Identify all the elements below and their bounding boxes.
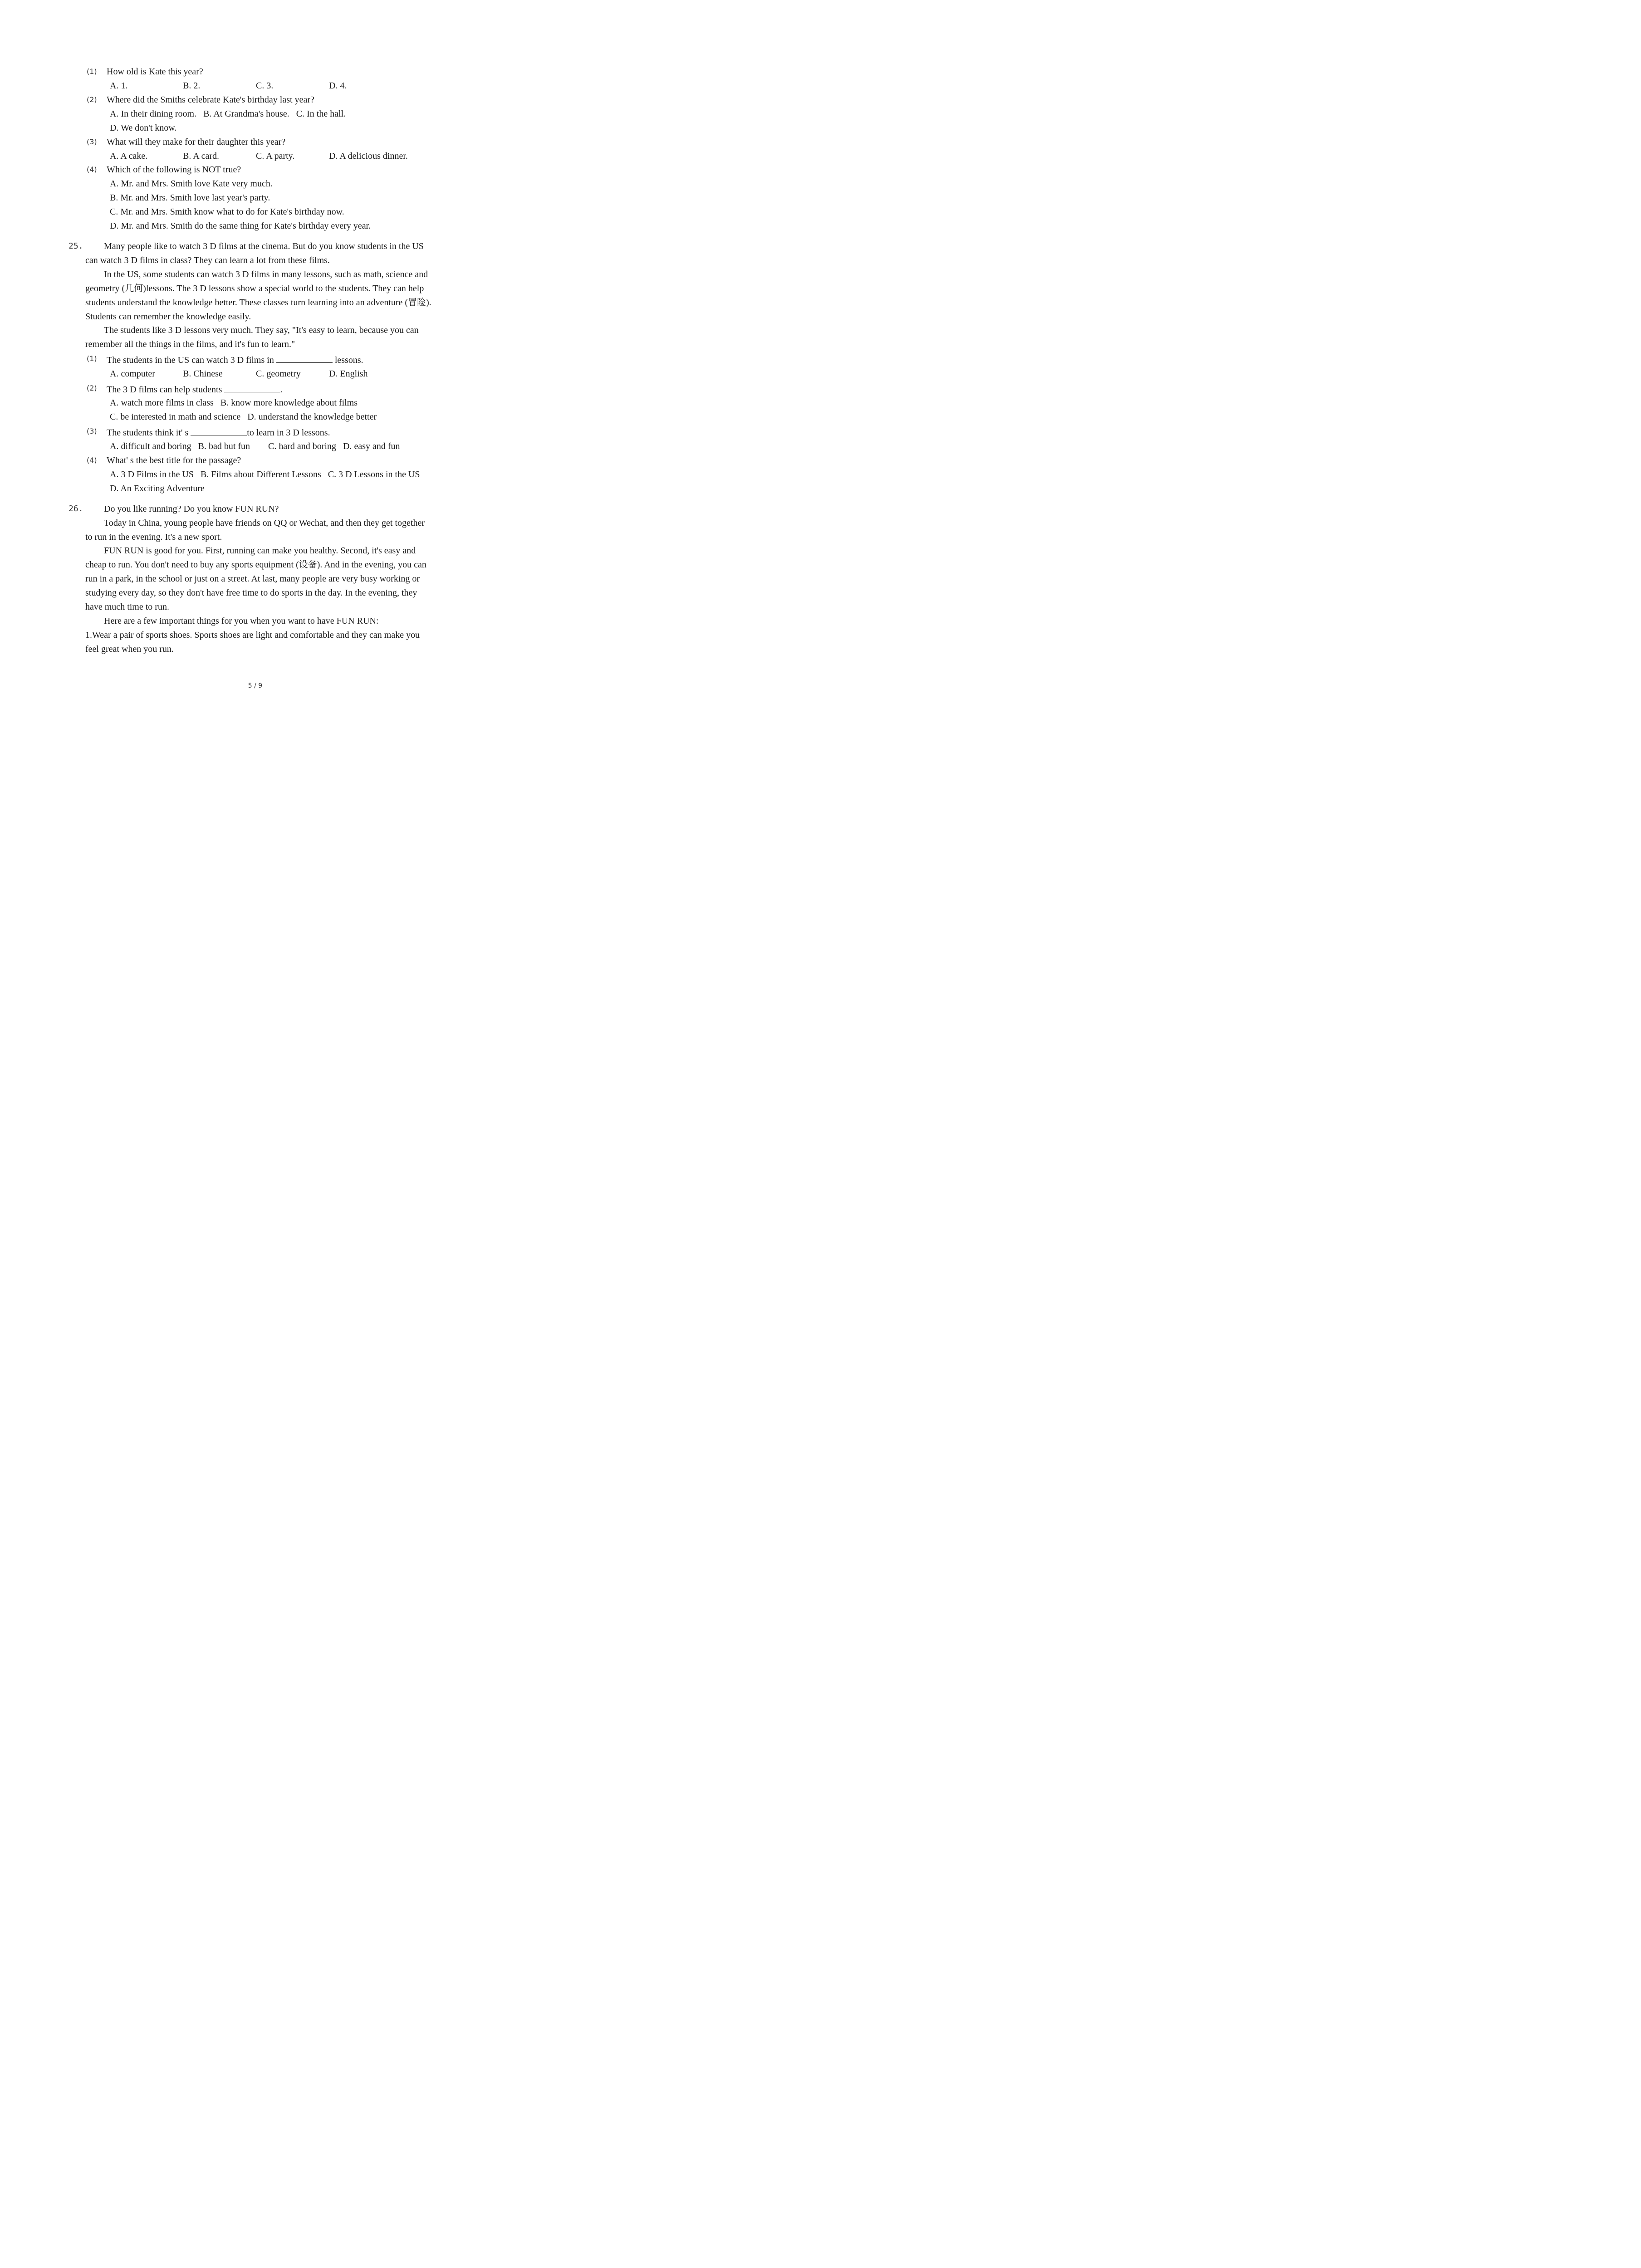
passage-line: The students like 3 D lessons very much. They say, "It's easy to learn, because you can	[104, 325, 419, 335]
question-number: (4)	[87, 456, 97, 464]
passage-line: geometry (几何)lessons. The 3 D lessons show a special world to the students. They can help	[85, 284, 424, 293]
passage-line: Here are a few important things for you when you want to have FUN RUN:	[104, 616, 379, 626]
passage-line: Do you like running? Do you know FUN RUN?	[104, 504, 279, 514]
option-line: A. difficult and boring B. bad but fun C. hard and boring D. easy and fun	[110, 441, 400, 451]
passage-line: 1.Wear a pair of sports shoes. Sports shoes are light and comfortable and they can make you	[85, 630, 420, 640]
option: B. Mr. and Mrs. Smith love last year's party.	[110, 193, 270, 203]
option-line: A. watch more films in class B. know more knowledge about films	[110, 398, 358, 408]
passage-line: Today in China, young people have friends on QQ or Wechat, and then they get together	[104, 518, 425, 528]
passage-line: remember all the things in the films, and it's fun to learn."	[85, 339, 295, 349]
option: D. English	[329, 369, 368, 379]
question-text-after: .	[280, 385, 283, 395]
option: C. geometry	[256, 369, 301, 379]
question-text	[107, 354, 363, 366]
option: D. 4.	[329, 81, 347, 91]
question-text-before: The students think it' s	[107, 428, 191, 438]
option: A. A cake.	[110, 151, 148, 161]
question-number: (3)	[87, 427, 97, 435]
answer-blank[interactable]	[276, 354, 333, 363]
exam-page	[0, 0, 510, 722]
passage-line: Many people like to watch 3 D films at the cinema. But do you know students in the US	[104, 241, 424, 251]
passage-line: to run in the evening. It's a new sport.	[85, 532, 222, 542]
question-number: (1)	[87, 67, 97, 76]
passage-line: FUN RUN is good for you. First, running can make you healthy. Second, it's easy and	[104, 546, 416, 556]
passage-line: have much time to run.	[85, 602, 169, 612]
passage-line: feel great when you run.	[85, 644, 174, 654]
question-text: Which of the following is NOT true?	[107, 165, 241, 175]
option: A. Mr. and Mrs. Smith love Kate very much.	[110, 179, 273, 189]
passage-line: cheap to run. You don't need to buy any sports equipment (设备). And in the evening, you can	[85, 560, 426, 570]
answer-blank[interactable]	[191, 427, 247, 435]
option: A. 1.	[110, 81, 128, 91]
option: B. 2.	[183, 81, 201, 91]
page-number: 5 / 9	[248, 682, 263, 689]
option: D. Mr. and Mrs. Smith do the same thing for Kate's birthday every year.	[110, 221, 371, 231]
answer-blank[interactable]	[224, 384, 280, 392]
question-number: (2)	[87, 95, 97, 104]
passage-line: studying every day, so they don't have free time to do sports in the day. In the evening, they	[85, 588, 417, 598]
question-text-before: The 3 D films can help students	[107, 385, 225, 395]
option-line: D. An Exciting Adventure	[110, 484, 205, 494]
option: A. computer	[110, 369, 155, 379]
question-text: What will they make for their daughter this year?	[107, 137, 286, 147]
option-line: A. In their dining room. B. At Grandma's house. C. In the hall.	[110, 109, 346, 119]
option: D. A delicious dinner.	[329, 151, 408, 161]
question-text: What' s the best title for the passage?	[107, 455, 241, 465]
passage-line: In the US, some students can watch 3 D films in many lessons, such as math, science and	[104, 269, 428, 279]
question-number: (3)	[87, 137, 97, 146]
question-number: (4)	[87, 165, 97, 174]
question-text	[107, 427, 330, 438]
option-line: C. be interested in math and science D. understand the knowledge better	[110, 412, 377, 422]
passage-line: students understand the knowledge better. These classes turn learning into an adventure (冒险).	[85, 298, 431, 308]
option: C. A party.	[256, 151, 295, 161]
passage-line: run in a park, in the school or just on a street. At last, many people are very busy working or	[85, 574, 420, 584]
section-number: 26.	[69, 504, 83, 513]
question-text: Where did the Smiths celebrate Kate's birthday last year?	[107, 95, 314, 105]
passage-line: Students can remember the knowledge easily.	[85, 312, 251, 322]
question-text-after: to learn in 3 D lessons.	[247, 428, 330, 438]
option-line: A. 3 D Films in the US B. Films about Different Lessons C. 3 D Lessons in the US	[110, 469, 420, 479]
option: C. Mr. and Mrs. Smith know what to do for Kate's birthday now.	[110, 207, 344, 217]
question-text-after: lessons.	[332, 355, 363, 365]
option: C. 3.	[256, 81, 274, 91]
option-line: D. We don't know.	[110, 123, 177, 133]
option: B. A card.	[183, 151, 219, 161]
question-text	[107, 384, 283, 395]
passage-line: can watch 3 D films in class? They can learn a lot from these films.	[85, 255, 330, 265]
question-number: (1)	[87, 354, 97, 363]
question-number: (2)	[87, 384, 97, 392]
question-text-before: The students in the US can watch 3 D films in	[107, 355, 276, 365]
section-number: 25.	[69, 241, 83, 251]
option: B. Chinese	[183, 369, 223, 379]
question-text: How old is Kate this year?	[107, 67, 203, 77]
